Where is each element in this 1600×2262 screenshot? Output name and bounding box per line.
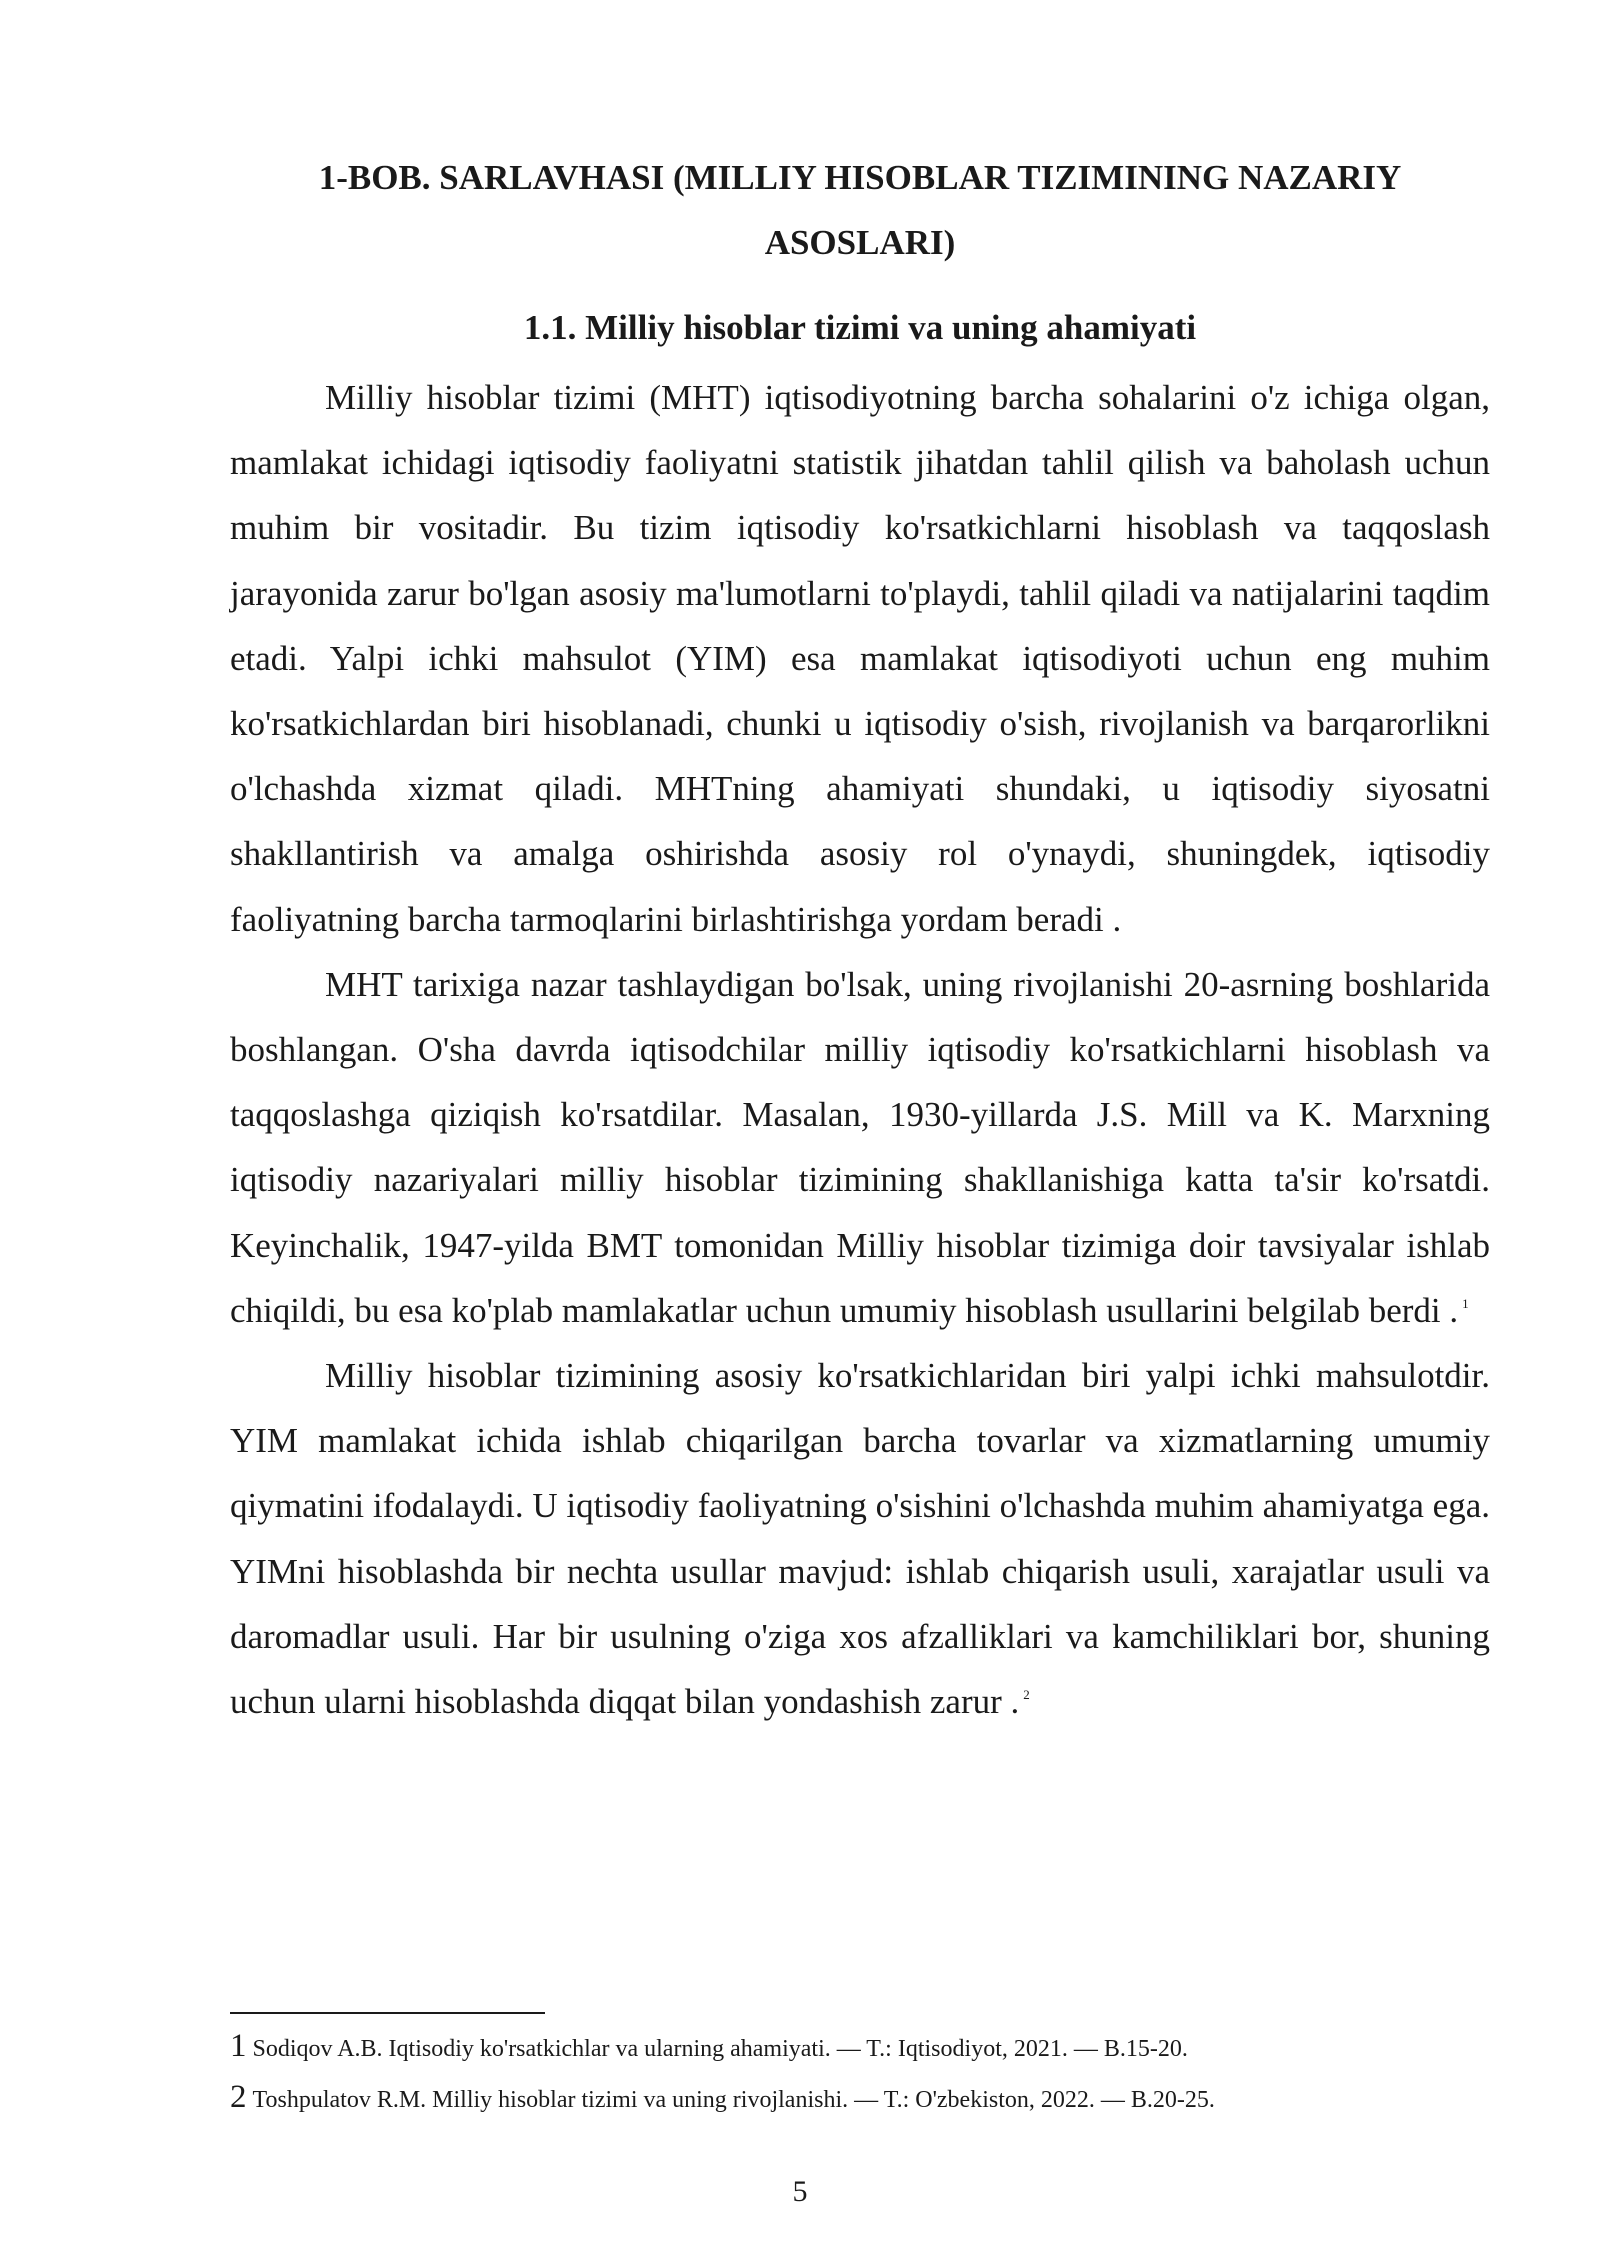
- footnote-number: 2: [230, 2079, 247, 2115]
- page-number: 5: [792, 2175, 808, 2208]
- footnote-item: [230, 2073, 1490, 2124]
- paragraph-text: MHT tarixiga nazar tashlaydigan bo'lsak, uning rivojlanishi 20-asrning boshlarida boshlangan. O'sha davrda iqtisodchilar milliy iqtisodiy ko'rsatkichlarni hisoblash va taqqoslashga qiziqish ko'rsatdilar. Masalan, 1930-yillarda J.S. Mill va K. Marxning iqtisodiy nazariyalari milliy hisoblar tizimining shakllanishiga katta ta'sir ko'rsatdi. Keyinchalik, 1947-yilda BMT tomonidan Milliy hisoblar tizimiga doir tavsiyalar ishlab chiqildi, bu esa ko'plab mamlakatlar uchun umumiy hisoblash usullarini belgilab berdi .: [230, 964, 1490, 1330]
- section-title: 1.1. Milliy hisoblar tizimi va uning ahamiyati: [523, 308, 1197, 347]
- paragraph-text: Milliy hisoblar tizimi (MHT) iqtisodiyotning barcha sohalarini o'z ichiga olgan, mamlakat ichidagi iqtisodiy faoliyatni statistik jihatdan tahlil qilish va baholash uchun muhim bir vositadir. Bu tizim iqtisodiy ko'rsatkichlarni hisoblash va taqqoslash jarayonida zarur bo'lgan asosiy ma'lumotlarni to'playdi, tahlil qiladi va natijalarini taqdim etadi. Yalpi ichki mahsulot (YIM) esa mamlakat iqtisodiyoti uchun eng muhim ko'rsatkichlardan biri hisoblanadi, chunki u iqtisodiy o'sish, rivojlanish va barqarorlikni o'lchashda xizmat qiladi. MHTning ahamiyati shundaki, u iqtisodiy siyosatni shakllantirish va amalga oshirishda asosiy rol o'ynaydi, shuningdek, iqtisodiy faoliyatning barcha tarmoqlarini birlashtirishga yordam beradi .: [230, 378, 1490, 939]
- page-content: [230, 145, 1490, 1734]
- footnote-separator: [230, 2012, 545, 2014]
- footnote-text: Toshpulatov R.M. Milliy hisoblar tizimi va uning rivojlanishi. — T.: O'zbekiston, 2022. — B.20-25.: [252, 2087, 1215, 2113]
- footnote-reference[interactable]: 1: [1462, 1295, 1469, 1311]
- body-paragraph-3: [230, 1343, 1490, 1734]
- footnote-text: Sodiqov A.B. Iqtisodiy ko'rsatkichlar va ularning ahamiyati. — T.: Iqtisodiyot, 2021. — B.15-20.: [252, 2036, 1188, 2062]
- footnote-item: [230, 2022, 1490, 2073]
- body-paragraph-1: [230, 365, 1490, 952]
- footnote-reference[interactable]: 2: [1023, 1687, 1030, 1703]
- footnote-number: 1: [230, 2028, 247, 2064]
- body-paragraph-2: [230, 952, 1490, 1343]
- chapter-title: 1-BOB. SARLAVHASI (MILLIY HISOBLAR TIZIMINING NAZARIY ASOSLARI): [318, 158, 1402, 262]
- footnotes: [230, 2022, 1490, 2124]
- paragraph-text: Milliy hisoblar tizimining asosiy ko'rsatkichlaridan biri yalpi ichki mahsulotdir. YIM mamlakat ichida ishlab chiqarilgan barcha tovarlar va xizmatlarning umumiy qiymatini ifodalaydi. U iqtisodiy faoliyatning o'sishini o'lchashda muhim ahamiyatga ega. YIMni hisoblashda bir nechta usullar mavjud: ishlab chiqarish usuli, xarajatlar usuli va daromadlar usuli. Har bir usulning o'ziga xos afzalliklari va kamchiliklari bor, shuning uchun ularni hisoblashda diqqat bilan yondashish zarur .: [230, 1356, 1490, 1722]
